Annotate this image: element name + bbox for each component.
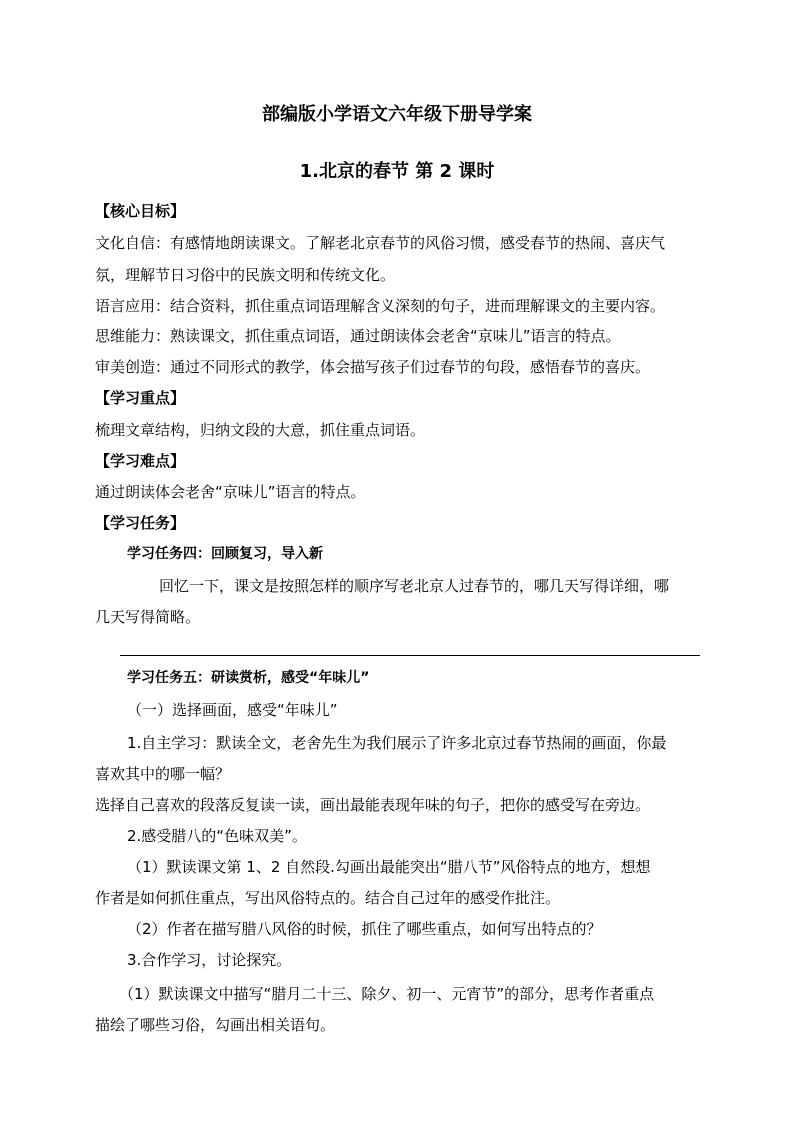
task4-text-line2: 几天写得简略。	[95, 608, 201, 626]
item1-text-line1: 1.自主学习：默读全文，老舍先生为我们展示了许多北京过春节热闹的画面，你最	[127, 734, 667, 752]
difficulties-heading: 【学习难点】	[95, 452, 186, 470]
core-goals-heading: 【核心目标】	[95, 202, 186, 220]
key-points-heading: 【学习重点】	[95, 389, 186, 407]
document-title: 部编版小学语文六年级下册导学案	[262, 104, 532, 125]
subsection-1-heading: （一）选择画面，感受“年味儿”	[127, 701, 338, 719]
item3-1-text-line2: 描绘了哪些习俗，勾画出相关语句。	[95, 1016, 336, 1034]
lesson-subtitle: 1.北京的春节 第 2 课时	[299, 161, 495, 182]
item2-heading: 2.感受腊八的“色味双美”。	[127, 827, 307, 845]
item2-1-text-line1: （1）默读课文第 1、2 自然段.勾画出最能突出“腊八节”风俗特点的地方，想想	[127, 858, 651, 876]
difficulties-text: 通过朗读体会老舍“京味儿”语言的特点。	[95, 483, 366, 501]
goal-culture-line1: 文化自信：有感情地朗读课文。了解老北京春节的风俗习惯，感受春节的热闹、喜庆气	[95, 234, 666, 252]
task4-text-line1: 回忆一下，课文是按照怎样的顺序写老北京人过春节的，哪几天写得详细，哪	[159, 577, 670, 595]
goal-thinking: 思维能力：熟读课文，抓住重点词语，通过朗读体会老舍“京味儿”语言的特点。	[95, 327, 621, 345]
item2-1-text-line2: 作者是如何抓住重点，写出风俗特点的。结合自己过年的感受作批注。	[95, 889, 561, 907]
task4-title: 学习任务四：回顾复习，导入新	[127, 546, 323, 562]
item1-text-line3: 选择自己喜欢的段落反复读一读，画出最能表现年味的句子，把你的感受写在旁边。	[95, 796, 651, 814]
item3-1-text-line1: （1）默读课文中描写“腊月二十三、除夕、初一、元宵节”的部分，思考作者重点	[119, 985, 655, 1003]
task5-title: 学习任务五：研读赏析，感受“年味儿”	[127, 670, 370, 686]
tasks-heading: 【学习任务】	[95, 514, 186, 532]
item2-2-text: （2）作者在描写腊八风俗的时候，抓住了哪些重点，如何写出特点的？	[127, 920, 602, 938]
item1-text-line2: 喜欢其中的哪一幅？	[95, 765, 231, 783]
item3-heading: 3.合作学习，讨论探究。	[127, 951, 292, 969]
goal-language: 语言应用：结合资料，抓住重点词语理解含义深刻的句子，进而理解课文的主要内容。	[95, 297, 666, 315]
section-divider	[120, 655, 700, 656]
key-points-text: 梳理文章结构，归纳文段的大意，抓住重点词语。	[95, 421, 426, 439]
goal-aesthetic: 审美创造：通过不同形式的教学，体会描写孩子们过春节的句段，感悟春节的喜庆。	[95, 358, 651, 376]
goal-culture-line2: 氛，理解节日习俗中的民族文明和传统文化。	[95, 266, 396, 284]
